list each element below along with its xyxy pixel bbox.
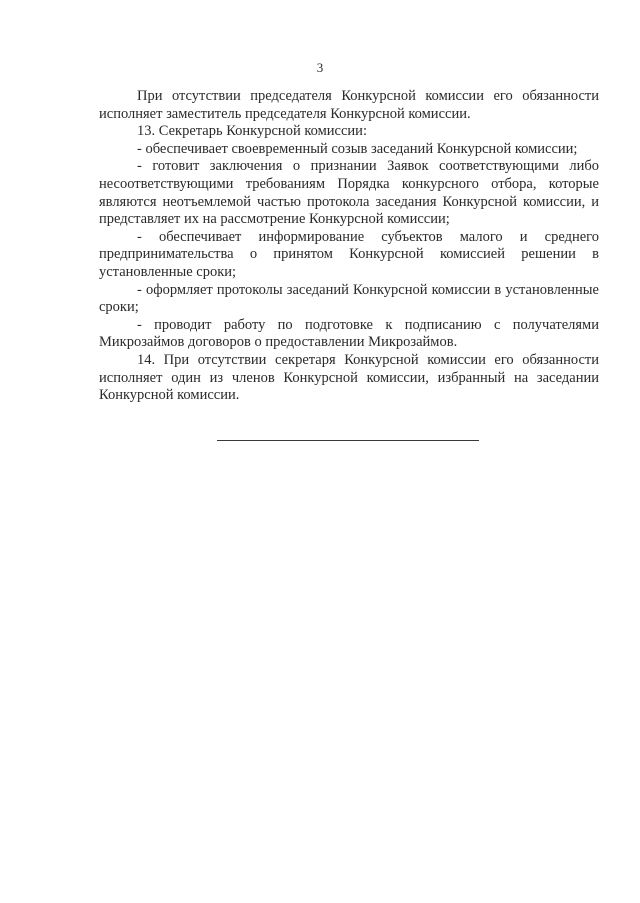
paragraph-secretary-heading: 13. Секретарь Конкурсной комиссии: [137,123,367,140]
paragraph-secretary-duty-protocols: - оформляет протоколы заседаний Конкурсной комиссии в установленные сроки; [99,281,599,316]
paragraph-secretary-duty-inform: - обеспечивает информирование субъектов малого и среднего предпринимательства о принятом Конкурсной комиссией решении в установленные сроки; [99,228,599,280]
paragraph-secretary-duty-contracts: - проводит работу по подготовке к подписанию с получателями Микрозаймов договоров о предоставлении Микрозаймов. [99,316,599,351]
paragraph-deputy-chair: При отсутствии председателя Конкурсной комиссии его обязанности исполняет заместитель председателя Конкурсной комиссии. [99,88,599,122]
paragraph-secretary-duty-convene: - обеспечивает своевременный созыв заседаний Конкурсной комиссии; [137,140,578,157]
end-separator-line [217,440,479,441]
paragraph-secretary-absence: 14. При отсутствии секретаря Конкурсной комиссии его обязанности исполняет один из членов Конкурсной комиссии, избранный на заседании Конкурсной комиссии. [99,351,599,404]
document-body [99,88,599,405]
page-number: 3 [316,60,324,75]
paragraph-secretary-duty-conclusions: - готовит заключения о признании Заявок соответствующими либо несоответствующими требованиям Порядка конкурсного отбора, которые являются неотъемлемой частью протокола заседания Конкурсной комиссии, и представляет их на рассмотрение Конкурсной комиссии; [99,158,599,228]
